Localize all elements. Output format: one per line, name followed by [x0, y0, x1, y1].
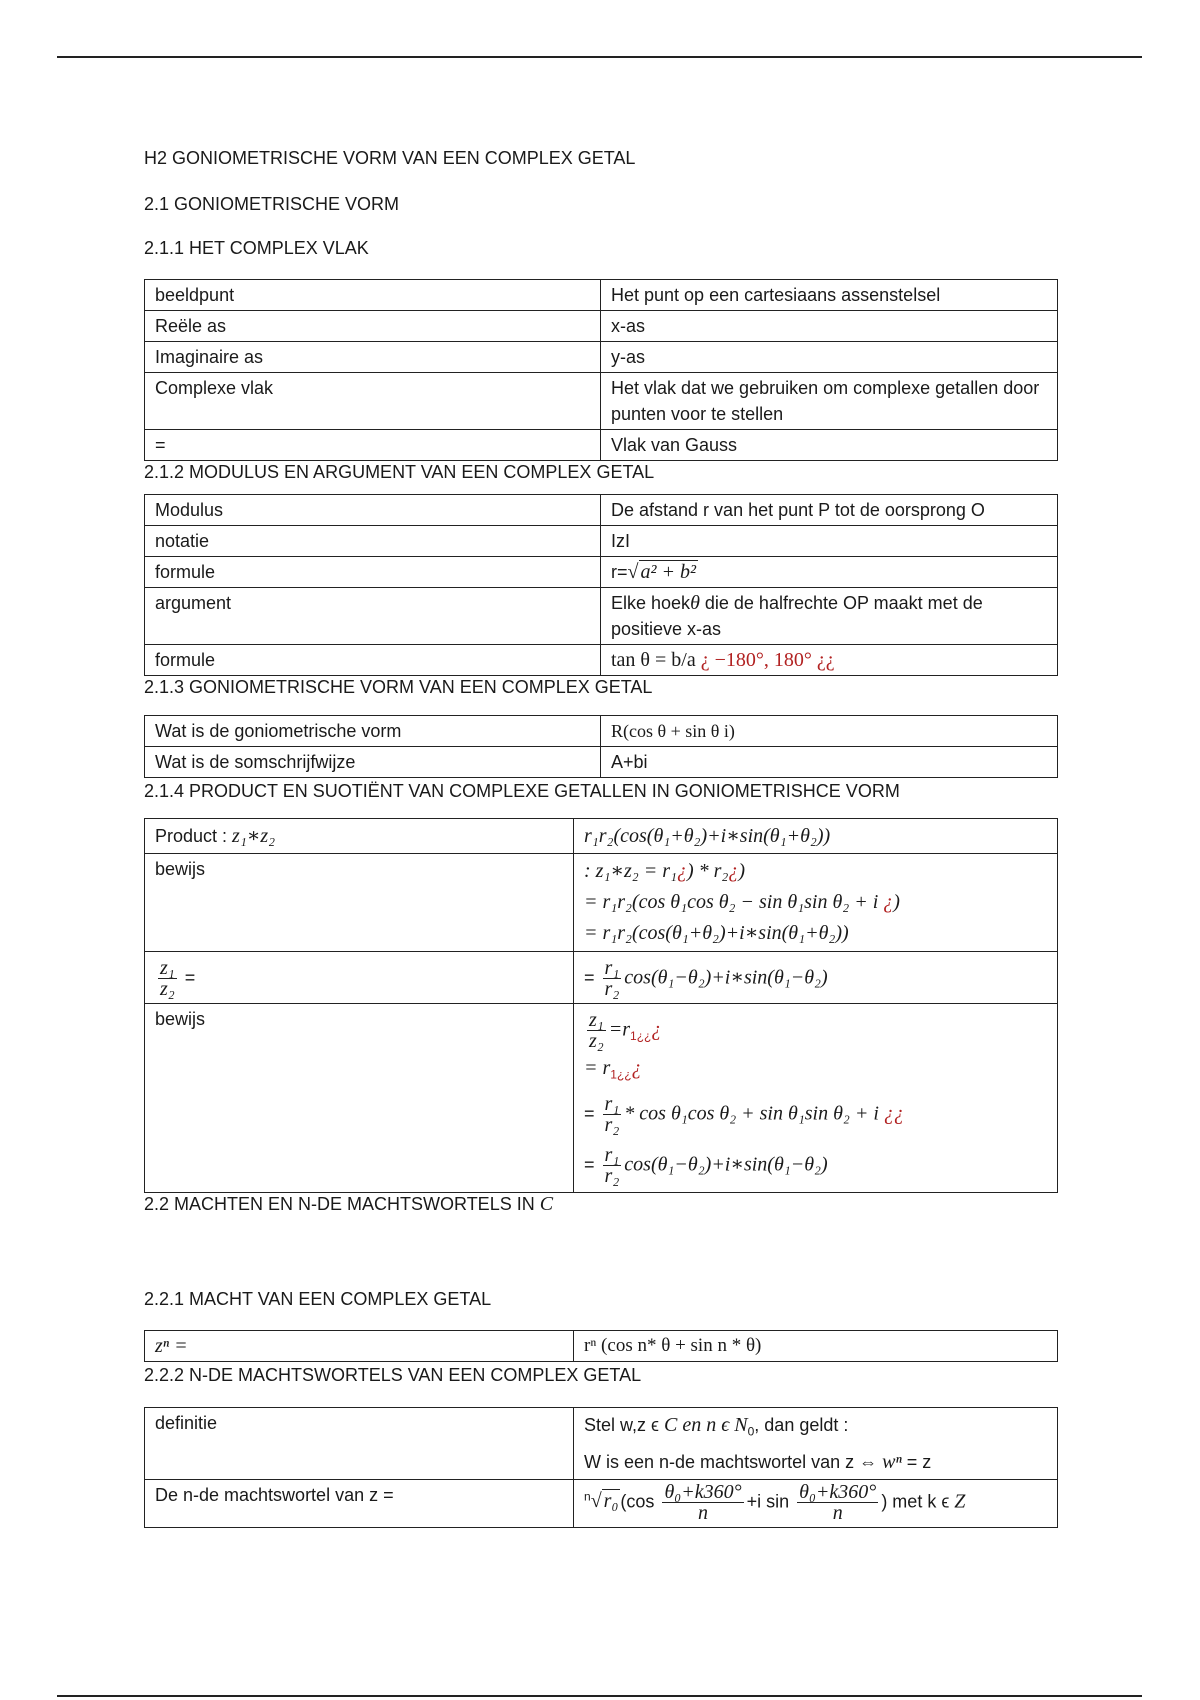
- modulus-fraction: [603, 1145, 622, 1186]
- cell-formula: [574, 1479, 1058, 1527]
- math-text: = r: [584, 1057, 611, 1079]
- text: W is een n-de machtswortel van z ⇔: [584, 1451, 883, 1472]
- table-row: [145, 526, 1058, 557]
- cell-formula: [574, 952, 1058, 1004]
- cell-formula: [601, 645, 1058, 676]
- math-text: : z₁∗z₂ = r₁: [584, 860, 677, 882]
- numerator: r₁: [604, 1143, 620, 1166]
- table-gonio: [144, 715, 1058, 802]
- table-row: [145, 430, 1058, 461]
- error-glyph: ¿: [883, 891, 894, 913]
- text: (cos: [620, 1490, 655, 1511]
- cell-desc: Het vlak dat we gebruiken om complexe getallen door punten voor te stellen: [601, 373, 1058, 430]
- equals-sign: =: [584, 967, 595, 988]
- quotient-result: cos(θ₁−θ₂)+i∗sin(θ₁−θ₂): [624, 966, 828, 989]
- text: die de halfrechte OP maakt met de positieve x-as: [611, 593, 983, 639]
- table-row: [145, 854, 1058, 952]
- table-modulus: [144, 494, 1058, 698]
- cell-proof: [574, 854, 1058, 952]
- subscript: 0: [747, 1424, 755, 1439]
- top-rule: [57, 56, 1142, 58]
- text: = z: [901, 1451, 932, 1472]
- cell-term: argument: [145, 588, 601, 645]
- cell-desc: De afstand r van het punt P tot de oorsprong O: [601, 495, 1058, 526]
- table-row: [145, 1331, 1058, 1362]
- set-symbol: C: [539, 1192, 554, 1215]
- cell-term: Complexe vlak: [145, 373, 601, 430]
- table-row: [145, 588, 1058, 645]
- cell-term: bewijs: [145, 1004, 574, 1193]
- proof-line: [584, 887, 1047, 918]
- error-glyph: ¿: [676, 860, 687, 882]
- table-wortel: [144, 1407, 1058, 1528]
- table-row: [145, 716, 1058, 747]
- cell-term: Wat is de somschrijfwijze: [145, 747, 601, 778]
- heading-2-1-2: 2.1.2 MODULUS EN ARGUMENT VAN EEN COMPLEX GETAL: [144, 462, 655, 482]
- cell-term: definitie: [145, 1408, 574, 1480]
- math-text: ): [893, 891, 900, 913]
- math-text: ): [738, 860, 746, 882]
- cell-term: Wat is de goniometrische vorm: [145, 716, 601, 747]
- heading-2-1-3: 2.1.3 GONIOMETRISCHE VORM VAN EEN COMPLEX GETAL: [144, 677, 653, 697]
- cell-formula: r₁r₂(cos(θ₁+θ₂)+i∗sin(θ₁+θ₂)): [574, 819, 1058, 854]
- text: ) met k ϵ: [881, 1490, 955, 1511]
- cell-formula: [601, 557, 1058, 588]
- heading-2-2-1: 2.2.1 MACHT VAN EEN COMPLEX GETAL: [144, 1289, 492, 1309]
- text: 2.2 MACHTEN EN N-DE MACHTSWORTELS IN: [144, 1193, 535, 1214]
- cell-desc: Het punt op een cartesiaans assenstelsel: [601, 280, 1058, 311]
- math-text: = r₁r₂(cos θ₁cos θ₂ − sin θ₁sin θ₂ + i: [584, 891, 884, 913]
- modulus-fraction: [603, 1094, 622, 1135]
- subsection-heading: [144, 237, 369, 259]
- cell-term: [145, 952, 574, 1004]
- cell-term: De n-de machtswortel van z =: [145, 1479, 574, 1527]
- equals-sign: =: [584, 1102, 595, 1123]
- proof-line: [584, 1055, 1047, 1088]
- table-product: [144, 818, 1058, 1215]
- cell-term: zⁿ =: [145, 1331, 574, 1362]
- quotient-fraction: [587, 1010, 606, 1051]
- set-symbol: Z: [954, 1489, 966, 1512]
- chapter-heading: [144, 147, 635, 169]
- denominator: r₂: [604, 978, 620, 1000]
- error-glyph: ¿: [631, 1057, 642, 1079]
- cell-term: Reële as: [145, 311, 601, 342]
- text: , dan geldt :: [754, 1415, 849, 1435]
- table-complex-vlak: [144, 279, 1058, 483]
- cell-term: =: [145, 430, 601, 461]
- text: Stel w,z ϵ: [584, 1415, 664, 1435]
- table-row: [145, 557, 1058, 588]
- table-row: [145, 747, 1058, 778]
- cell-desc: y-as: [601, 342, 1058, 373]
- formula-range: ¿ −180°, 180° ¿¿: [695, 649, 835, 671]
- table-row: [145, 280, 1058, 311]
- formula-expr: tan θ = b/a: [611, 649, 696, 671]
- sqrt-expression: √ a² + b²: [627, 561, 696, 583]
- math-text: C en n ϵ N: [663, 1414, 748, 1436]
- table-row: [145, 1479, 1058, 1527]
- angle-fraction: [662, 1482, 743, 1523]
- subsection-heading: [144, 1288, 491, 1310]
- cell-desc: A+bi: [601, 747, 1058, 778]
- table-row: [145, 342, 1058, 373]
- numerator: z₁: [160, 957, 175, 979]
- table-row: [145, 952, 1058, 1004]
- proof-line: [584, 856, 1047, 887]
- proof-line: [584, 1094, 1047, 1135]
- cell-term: Imaginaire as: [145, 342, 601, 373]
- heading-2-2-2: 2.2.2 N-DE MACHTSWORTELS VAN EEN COMPLEX GETAL: [144, 1365, 642, 1385]
- math-text: =r: [608, 1018, 631, 1041]
- text: Elke hoek: [611, 593, 691, 613]
- denominator: r₂: [604, 1164, 620, 1187]
- quotient-fraction: [158, 958, 177, 999]
- heading-h2: H2 GONIOMETRISCHE VORM VAN EEN COMPLEX GETAL: [144, 148, 636, 168]
- cell-desc: R(cos θ + sin θ i): [601, 716, 1058, 747]
- cell-term: beeldpunt: [145, 280, 601, 311]
- text: Product :: [155, 826, 233, 846]
- cell-proof: [574, 1004, 1058, 1193]
- bottom-rule: [57, 1695, 1142, 1697]
- cell-desc: Vlak van Gauss: [601, 430, 1058, 461]
- denominator: z₂: [160, 978, 175, 1000]
- table-row: [145, 495, 1058, 526]
- table-row: [145, 645, 1058, 676]
- math-text: wⁿ: [882, 1450, 902, 1473]
- product-expression: z₁∗z₂: [232, 825, 276, 847]
- cell-term: notatie: [145, 526, 601, 557]
- proof-line: [584, 1145, 1047, 1186]
- cell-desc: x-as: [601, 311, 1058, 342]
- error-glyph: ¿: [728, 860, 739, 882]
- heading-2-2: [144, 1193, 1058, 1215]
- proof-line: [584, 1010, 1047, 1051]
- section-heading: [144, 193, 399, 215]
- error-glyph: 1¿¿: [630, 1028, 652, 1043]
- definition-line: [584, 1410, 1047, 1447]
- equals-sign: =: [184, 967, 196, 988]
- cell-definition: [574, 1408, 1058, 1480]
- denominator: r₂: [604, 1113, 620, 1136]
- radicand: r₀: [603, 1489, 619, 1512]
- theta-symbol: θ: [690, 592, 700, 614]
- error-glyph: ¿: [651, 1018, 662, 1041]
- denominator: n: [832, 1501, 843, 1524]
- cell-term: Modulus: [145, 495, 601, 526]
- heading-2-1: 2.1 GONIOMETRISCHE VORM: [144, 194, 400, 214]
- math-text: ) * r₂: [686, 860, 729, 882]
- equals-sign: =: [584, 1153, 595, 1174]
- cell-desc: [601, 588, 1058, 645]
- numerator: z₁: [589, 1009, 604, 1031]
- cell-desc: IzI: [601, 526, 1058, 557]
- table-row: [145, 1408, 1058, 1480]
- heading-2-1-1: 2.1.1 HET COMPLEX VLAK: [144, 238, 369, 258]
- angle-fraction: [797, 1482, 878, 1523]
- cell-term: formule: [145, 645, 601, 676]
- proof-line: = r₁r₂(cos(θ₁+θ₂)+i∗sin(θ₁+θ₂)): [584, 922, 849, 944]
- cell-term: formule: [145, 557, 601, 588]
- math-text: * cos θ₁cos θ₂ + sin θ₁sin θ₂ + i: [624, 1101, 884, 1124]
- cell-formula: rⁿ (cos n* θ + sin n * θ): [574, 1331, 1058, 1362]
- numerator: θ₀+k360°: [664, 1480, 742, 1503]
- numerator: r₁: [604, 957, 620, 979]
- cell-term: [145, 819, 574, 854]
- table-row: [145, 373, 1058, 430]
- root-index: n: [584, 1488, 591, 1503]
- table-row: [145, 1004, 1058, 1193]
- nth-root: √ r₀: [590, 1489, 619, 1512]
- definition-line: [584, 1447, 1047, 1477]
- denominator: z₂: [589, 1030, 604, 1052]
- error-glyph: ¿¿: [883, 1101, 904, 1124]
- error-glyph: 1¿¿: [610, 1067, 632, 1082]
- denominator: n: [698, 1501, 709, 1524]
- text: +i sin: [746, 1490, 790, 1511]
- table-row: [145, 311, 1058, 342]
- numerator: r₁: [604, 1092, 620, 1115]
- numerator: θ₀+k360°: [799, 1480, 877, 1503]
- table-row: [145, 819, 1058, 854]
- modulus-fraction: [603, 958, 622, 999]
- formula-prefix: r=: [611, 562, 628, 582]
- math-text: cos(θ₁−θ₂)+i∗sin(θ₁−θ₂): [624, 1152, 828, 1175]
- radicand: a² + b²: [640, 561, 696, 583]
- cell-term: bewijs: [145, 854, 574, 952]
- heading-2-1-4: 2.1.4 PRODUCT EN SUOTIËNT VAN COMPLEXE GETALLEN IN GONIOMETRISHCE VORM: [144, 781, 900, 801]
- table-macht: [144, 1330, 1058, 1386]
